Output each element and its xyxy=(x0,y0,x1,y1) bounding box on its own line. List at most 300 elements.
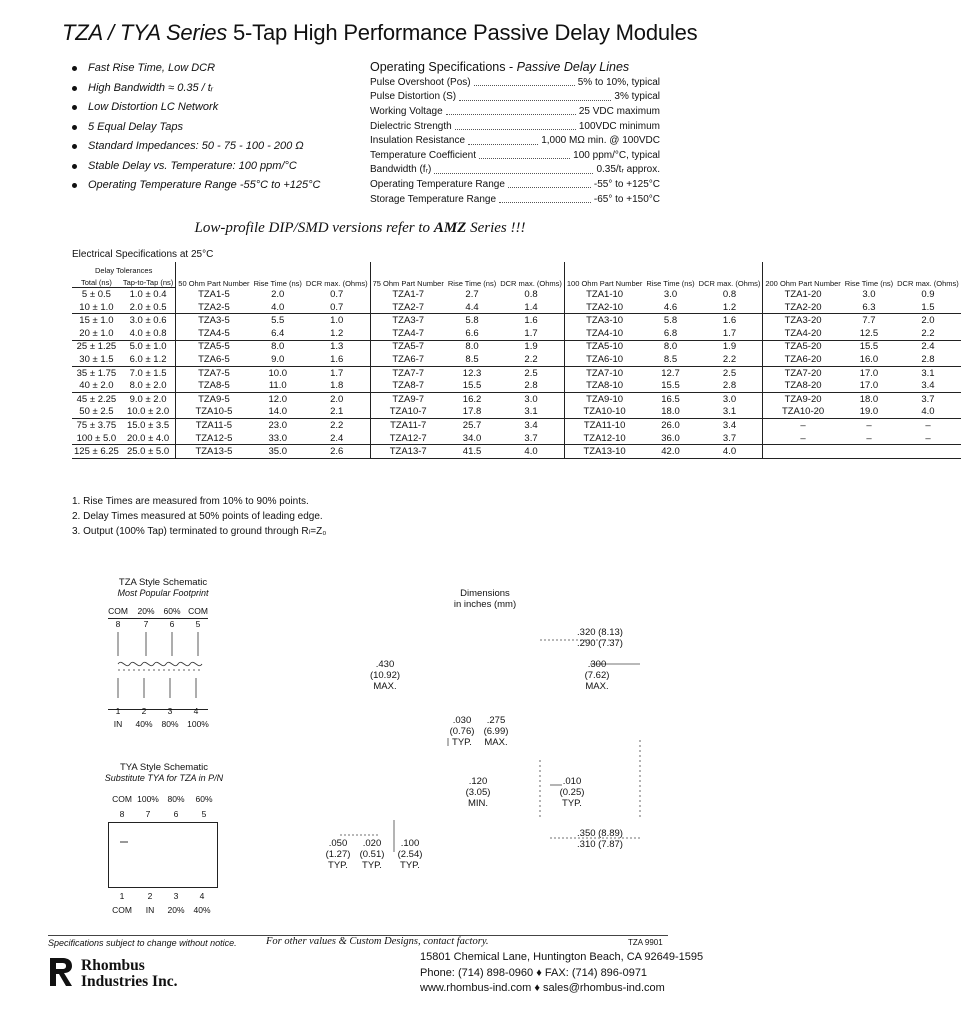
operating-specs-title: Operating Specifications - Passive Delay Lines xyxy=(370,60,630,74)
table-cell: 1.7 xyxy=(498,327,564,340)
table-cell: TZA5-10 xyxy=(564,340,644,353)
table-cell: 3.4 xyxy=(524,419,538,431)
table-cell: 10.0 xyxy=(268,367,287,379)
bullet-icon xyxy=(72,125,77,130)
table-cell: TZA10-20 xyxy=(763,406,843,419)
table-cell: 17.8 xyxy=(446,406,498,419)
table-row xyxy=(72,419,961,432)
table-cell: 2.0 xyxy=(330,393,344,405)
feature-item: 5 Equal Delay Taps xyxy=(72,121,321,141)
table-cell: TZA1-10 xyxy=(564,288,644,301)
table-cell: 17.0 xyxy=(843,379,895,392)
spec-change-note: Specifications subject to change without notice. xyxy=(48,938,237,948)
table-cell: 6.4 xyxy=(252,327,304,340)
table-cell: 1.6 xyxy=(722,315,737,327)
table-cell: 6.0 ± 1.2 xyxy=(121,353,176,366)
table-row xyxy=(72,314,961,327)
table-cell: 2.5 xyxy=(722,367,737,379)
table-cell: – xyxy=(895,432,961,445)
web-email xyxy=(420,981,703,997)
dim-300: .300 (7.62) MAX. xyxy=(584,659,610,692)
table-cell: 3.4 xyxy=(895,379,961,392)
spec-value: -55° to +125°C xyxy=(593,178,660,190)
table-cell: 3.7 xyxy=(697,432,763,445)
table-cell: 4.0 xyxy=(697,445,763,459)
table-cell: 2.6 xyxy=(304,445,370,459)
table-cell: TZA12-7 xyxy=(370,432,446,445)
table-cell: TZA3-10 xyxy=(564,314,644,327)
table-cell: 11.0 xyxy=(252,379,304,392)
table-cell: TZA12-5 xyxy=(176,432,252,445)
operating-spec-row xyxy=(370,75,660,90)
table-cell: 36.0 xyxy=(644,432,696,445)
table-cell: 1.0 ± 0.4 xyxy=(129,288,167,300)
spec-value: 100VDC minimum xyxy=(578,120,660,132)
note-item: 3. Output (100% Tap) terminated to ground through Rₗ=Z₀ xyxy=(72,526,327,537)
table-cell: 5 ± 0.5 xyxy=(81,288,111,300)
table-cell: 15 ± 1.0 xyxy=(79,315,114,327)
table-cell: TZA13-10 xyxy=(564,445,644,459)
table-row xyxy=(72,392,961,405)
table-cell: 3.1 xyxy=(921,367,935,379)
dim-020: .020 (0.51) TYP. xyxy=(359,838,385,871)
company-name: Rhombus Industries Inc. xyxy=(81,957,178,990)
column-header: 200 Ohm Part Number xyxy=(763,262,843,288)
table-cell: TZA4-5 xyxy=(176,327,252,340)
spec-value: 0.35/tᵣ approx. xyxy=(596,164,660,176)
column-header: Total (ns) xyxy=(72,275,121,288)
bullet-icon xyxy=(72,66,77,71)
page-title xyxy=(62,20,697,46)
operating-spec-row xyxy=(370,192,660,207)
feature-item: Fast Rise Time, Low DCR xyxy=(72,62,321,82)
table-cell: 30 ± 1.5 xyxy=(72,353,121,366)
column-header: Rise Time (ns) xyxy=(253,278,302,288)
dim-275: .275 (6.99) MAX. xyxy=(483,715,509,748)
feature-list xyxy=(72,62,321,199)
table-row xyxy=(72,366,961,379)
table-cell: 1.4 xyxy=(498,301,564,314)
table-cell: 14.0 xyxy=(252,406,304,419)
table-cell: 4.0 ± 0.8 xyxy=(121,327,176,340)
contact-block xyxy=(420,950,703,997)
table-cell: 100 ± 5.0 xyxy=(72,432,121,445)
leader-dots xyxy=(474,78,575,86)
table-cell: 12.0 xyxy=(268,393,287,405)
table-cell: 3.7 xyxy=(498,432,564,445)
table-cell: TZA7-5 xyxy=(176,366,252,379)
spec-label: Dielectric Strength xyxy=(370,120,452,132)
table-cell: 8.5 xyxy=(446,353,498,366)
column-header: 50 Ohm Part Number xyxy=(176,262,252,288)
spec-value: 3% typical xyxy=(614,91,660,103)
table-cell xyxy=(763,445,843,459)
spec-label: Pulse Distortion (S) xyxy=(370,91,457,103)
table-cell: 35.0 xyxy=(252,445,304,459)
title-text: 5-Tap High Performance Passive Delay Modules xyxy=(227,20,698,45)
table-cell: 5.8 xyxy=(663,315,678,327)
spec-value: 5% to 10%, typical xyxy=(577,76,660,88)
table-cell: 15.5 xyxy=(644,379,696,392)
table-cell: TZA11-10 xyxy=(564,419,644,432)
table-cell: 1.3 xyxy=(330,341,344,353)
leader-dots xyxy=(455,122,576,130)
table-cell: 4.4 xyxy=(446,301,498,314)
table-cell: – xyxy=(866,419,872,431)
table-row xyxy=(72,445,961,459)
table-cell: TZA7-10 xyxy=(564,366,644,379)
table-cell: 16.2 xyxy=(462,393,482,405)
table-cell: TZA8-5 xyxy=(176,379,252,392)
table-cell: 3.0 xyxy=(862,288,876,300)
table-cell: 10.0 ± 2.0 xyxy=(121,406,176,419)
operating-spec-row xyxy=(370,163,660,178)
table-cell: 0.9 xyxy=(921,288,935,300)
column-header: 75 Ohm Part Number xyxy=(370,262,446,288)
dim-320: .320 (8.13) .290 (7.37) xyxy=(577,627,623,649)
table-cell: TZA9-10 xyxy=(564,392,644,405)
operating-specs-list xyxy=(370,75,660,206)
table-cell: 45 ± 2.25 xyxy=(76,393,117,405)
table-cell: 2.2 xyxy=(697,353,763,366)
table-cell xyxy=(895,445,961,459)
table-cell: 18.0 xyxy=(644,406,696,419)
spec-label: Storage Temperature Range xyxy=(370,193,497,205)
table-cell: 34.0 xyxy=(446,432,498,445)
leader-dots xyxy=(459,93,611,101)
table-cell: 41.5 xyxy=(446,445,498,459)
table-cell: 2.0 xyxy=(921,315,935,327)
table-cell: 4.6 xyxy=(644,301,696,314)
table-row xyxy=(72,353,961,366)
bullet-icon xyxy=(72,144,77,149)
table-cell: 1.0 xyxy=(330,315,344,327)
column-header: Rise Time (ns) xyxy=(844,278,894,288)
table-row xyxy=(72,288,961,301)
table-cell: 3.0 xyxy=(524,393,538,405)
table-cell: 35 ± 1.75 xyxy=(76,367,117,379)
table-cell: 25.7 xyxy=(462,419,482,431)
spec-label: Insulation Resistance xyxy=(370,135,466,147)
table-cell: 8.0 ± 2.0 xyxy=(121,379,176,392)
table-cell: 1.6 xyxy=(304,353,370,366)
dimensions-title: Dimensions in inches (mm) xyxy=(453,588,517,610)
column-header: Rise Time (ns) xyxy=(646,278,695,288)
leader-dots xyxy=(446,107,576,115)
table-cell: 50 ± 2.5 xyxy=(72,406,121,419)
table-cell: TZA9-5 xyxy=(176,392,252,405)
table-cell: 0.8 xyxy=(524,288,538,300)
spec-label: Pulse Overshoot (Pos) xyxy=(370,76,471,88)
table-cell: 2.7 xyxy=(465,288,479,300)
table-cell: 1.9 xyxy=(524,341,538,353)
table-cell: 1.2 xyxy=(304,327,370,340)
bullet-icon xyxy=(72,86,77,91)
column-header: DCR max. (Ohms) xyxy=(698,278,761,288)
table-cell: TZA2-7 xyxy=(370,301,446,314)
table-cell: 3.1 xyxy=(697,406,763,419)
table-cell: 8.0 xyxy=(271,341,285,353)
table-cell: 3.0 xyxy=(663,288,678,300)
table-cell: 2.0 xyxy=(271,288,285,300)
notes xyxy=(72,494,326,539)
table-row xyxy=(72,379,961,392)
table-cell: TZA7-7 xyxy=(370,366,446,379)
table-cell: 5.5 xyxy=(271,315,285,327)
dim-350: .350 (8.89) .310 (7.87) xyxy=(577,828,623,850)
operating-spec-row xyxy=(370,104,660,119)
table-cell: 2.2 xyxy=(895,327,961,340)
column-header: DCR max. (Ohms) xyxy=(500,278,562,288)
delay-tolerances-header: Delay Tolerances xyxy=(94,265,153,275)
spec-value: 1,000 MΩ min. @ 100VDC xyxy=(541,135,660,147)
bullet-icon xyxy=(72,164,77,169)
table-cell: TZA4-7 xyxy=(370,327,446,340)
table-cell: 75 ± 3.75 xyxy=(76,419,117,431)
spec-label: Working Voltage xyxy=(370,105,443,117)
table-cell: TZA13-7 xyxy=(370,445,446,459)
table-cell: TZA8-20 xyxy=(763,379,843,392)
table-cell: TZA6-5 xyxy=(176,353,252,366)
table-cell: 2.4 xyxy=(921,341,935,353)
dim-100: .100 (2.54) TYP. xyxy=(397,838,423,871)
table-cell: 18.0 xyxy=(859,393,879,405)
table-cell: 20.0 ± 4.0 xyxy=(121,432,176,445)
column-header: Rise Time (ns) xyxy=(447,278,497,288)
table-cell: 33.0 xyxy=(252,432,304,445)
table-cell: TZA3-7 xyxy=(370,314,446,327)
table-cell: 16.5 xyxy=(661,393,680,405)
table-cell: TZA8-7 xyxy=(370,379,446,392)
feature-item: Low Distortion LC Network xyxy=(72,101,321,121)
table-cell: – xyxy=(843,432,895,445)
table-cell: TZA1-5 xyxy=(176,288,252,301)
leader-dots xyxy=(508,180,591,188)
tza-schematic-heading: TZA Style Schematic Most Popular Footprint xyxy=(117,577,209,598)
table-cell: – xyxy=(763,432,843,445)
table-cell: 1.6 xyxy=(524,315,538,327)
table-cell: 6.3 xyxy=(843,301,895,314)
table-cell: 1.2 xyxy=(697,301,763,314)
table-cell: TZA10-5 xyxy=(176,406,252,419)
table-cell: 12.3 xyxy=(462,367,482,379)
table-cell: 6.8 xyxy=(644,327,696,340)
note-item: 1. Rise Times are measured from 10% to 90% points. xyxy=(72,496,309,507)
document-code: TZA 9901 xyxy=(628,938,663,947)
operating-spec-row xyxy=(370,119,660,134)
leader-dots xyxy=(479,151,570,159)
table-cell: 3.1 xyxy=(498,406,564,419)
table-cell: TZA4-10 xyxy=(564,327,644,340)
table-cell: 7.7 xyxy=(862,315,876,327)
table-cell: TZA4-20 xyxy=(763,327,843,340)
table-cell: 2.4 xyxy=(304,432,370,445)
amz-banner: Low-profile DIP/SMD versions refer to AMZ Series !!! xyxy=(194,220,526,236)
table-cell: 4.0 xyxy=(895,406,961,419)
table-cell: 8.0 xyxy=(465,341,479,353)
custom-design-note: For other values & Custom Designs, contact factory. xyxy=(266,936,489,947)
dim-030: .030 (0.76) TYP. xyxy=(449,715,475,748)
table-row xyxy=(72,432,961,445)
diamond-icon: ♦ xyxy=(536,966,542,979)
table-cell: 7.0 ± 1.5 xyxy=(129,367,167,379)
table-cell: 19.0 xyxy=(843,406,895,419)
table-cell: 2.8 xyxy=(697,379,763,392)
bullet-icon xyxy=(72,105,77,110)
table-cell: 15.0 ± 3.5 xyxy=(126,419,170,431)
table-cell: 12.5 xyxy=(843,327,895,340)
table-cell: 2.2 xyxy=(330,419,344,431)
table-cell: TZA2-5 xyxy=(176,301,252,314)
table-cell: 25.0 ± 5.0 xyxy=(121,445,176,459)
table-cell: TZA11-5 xyxy=(176,419,252,432)
table-cell: 15.5 xyxy=(446,379,498,392)
table-cell: 2.8 xyxy=(498,379,564,392)
feature-item: Operating Temperature Range -55°C to +125°C xyxy=(72,179,321,199)
table-cell: TZA6-7 xyxy=(370,353,446,366)
table-cell: TZA1-7 xyxy=(370,288,446,301)
dim-050: .050 (1.27) TYP. xyxy=(325,838,351,871)
note-item: 2. Delay Times measured at 50% points of leading edge. xyxy=(72,511,323,522)
table-cell: 20 ± 1.0 xyxy=(72,327,121,340)
table-cell: TZA9-20 xyxy=(763,392,843,405)
diamond-icon: ♦ xyxy=(534,982,540,994)
table-cell: 6.6 xyxy=(446,327,498,340)
column-header: DCR max. (Ohms) xyxy=(305,278,368,288)
table-cell: TZA2-20 xyxy=(763,301,843,314)
table-cell: 25 ± 1.25 xyxy=(76,341,117,353)
table-cell: 9.0 ± 2.0 xyxy=(129,393,167,405)
table-cell: 2.0 ± 0.5 xyxy=(121,301,176,314)
feature-item: Standard Impedances: 50 - 75 - 100 - 200 Ω xyxy=(72,140,321,160)
table-cell: 2.2 xyxy=(498,353,564,366)
operating-spec-row xyxy=(370,177,660,192)
table-cell: TZA12-10 xyxy=(564,432,644,445)
table-cell: TZA5-20 xyxy=(763,340,843,353)
table-cell: TZA5-5 xyxy=(176,340,252,353)
table-cell: 15.5 xyxy=(859,341,879,353)
table-cell: 5.0 ± 1.0 xyxy=(129,341,167,353)
table-cell: 2.5 xyxy=(524,367,538,379)
feature-item: Stable Delay vs. Temperature: 100 ppm/°C xyxy=(72,160,321,180)
column-header: DCR max. (Ohms) xyxy=(897,278,959,288)
operating-spec-row xyxy=(370,133,660,148)
table-cell: 3.0 ± 0.6 xyxy=(129,315,167,327)
table-cell: 23.0 xyxy=(268,419,287,431)
electrical-specs-table xyxy=(72,262,961,459)
table-cell: 17.0 xyxy=(859,367,879,379)
table-cell: 0.7 xyxy=(330,288,344,300)
feature-item: High Bandwidth ≈ 0.35 / tᵣ xyxy=(72,82,321,102)
leader-dots xyxy=(499,195,591,203)
table-cell: – xyxy=(925,419,931,431)
fax-number: (714) 896-0971 xyxy=(571,966,648,979)
table-cell: 3.7 xyxy=(921,393,935,405)
dim-120: .120 (3.05) MIN. xyxy=(465,776,491,809)
operating-spec-row xyxy=(370,148,660,163)
table-row xyxy=(72,406,961,419)
website-link[interactable]: www.rhombus-ind.com xyxy=(420,982,532,994)
table-cell: 1.9 xyxy=(722,341,737,353)
table-cell: TZA13-5 xyxy=(176,445,252,459)
table-row xyxy=(72,327,961,340)
column-header: 100 Ohm Part Number xyxy=(564,262,644,288)
table-cell: TZA7-20 xyxy=(763,366,843,379)
table-cell: 8.5 xyxy=(644,353,696,366)
series-name: TZA / TYA Series xyxy=(62,20,228,45)
table-cell: 3.4 xyxy=(722,419,737,431)
address: 15801 Chemical Lane, Huntington Beach, CA 92649-1595 xyxy=(420,951,704,963)
table-cell: 5.8 xyxy=(465,315,479,327)
table-cell: 12.7 xyxy=(661,367,680,379)
table-cell: 4.0 xyxy=(498,445,564,459)
table-cell: 1.7 xyxy=(330,367,344,379)
table-cell xyxy=(843,445,895,459)
table-cell: 10 ± 1.0 xyxy=(72,301,121,314)
table-row xyxy=(72,301,961,314)
rhombus-logo-icon xyxy=(48,954,74,990)
table-cell: TZA6-20 xyxy=(763,353,843,366)
table-cell: 16.0 xyxy=(843,353,895,366)
table-row xyxy=(72,340,961,353)
table-cell: 0.7 xyxy=(304,301,370,314)
spec-label: Temperature Coefficient xyxy=(370,149,476,161)
table-cell: 26.0 xyxy=(661,419,680,431)
table-cell: 42.0 xyxy=(644,445,696,459)
spec-value: 25 VDC maximum xyxy=(578,105,660,117)
table-cell: TZA3-20 xyxy=(763,314,843,327)
table-cell: TZA10-10 xyxy=(564,406,644,419)
phone-fax: Phone: (714) 898-0960 ♦ FAX: (714) 896-0971 xyxy=(420,966,648,979)
table-cell: TZA1-20 xyxy=(763,288,843,301)
tya-schematic: COM 100% 80% 60% 8 7 6 5 1 2 3 4 COM IN 20% 40% xyxy=(104,794,220,922)
electrical-specs-title: Electrical Specifications at 25°C xyxy=(72,249,214,260)
spec-value: 100 ppm/°C, typical xyxy=(573,149,660,161)
spec-label: Operating Temperature Range xyxy=(370,178,505,190)
table-cell: 1.8 xyxy=(304,379,370,392)
dim-010: .010 (0.25) TYP. xyxy=(559,776,585,809)
table-cell: TZA3-5 xyxy=(176,314,252,327)
table-cell: TZA8-10 xyxy=(564,379,644,392)
email-link[interactable]: sales@rhombus-ind.com xyxy=(543,982,665,994)
operating-spec-row xyxy=(370,90,660,105)
table-cell: 40 ± 2.0 xyxy=(72,379,121,392)
tya-schematic-heading: TYA Style Schematic Substitute TYA for TZA in P/N xyxy=(104,762,224,783)
table-cell: TZA10-7 xyxy=(370,406,446,419)
table-cell: 2.8 xyxy=(895,353,961,366)
table-cell: TZA9-7 xyxy=(370,392,446,405)
leader-dots xyxy=(468,137,538,145)
table-cell: 1.5 xyxy=(895,301,961,314)
spec-value: -65° to +150°C xyxy=(593,193,660,205)
dim-430: .430 (10.92) MAX. xyxy=(369,659,401,692)
spec-label: Bandwidth (fᵣ) xyxy=(370,164,432,176)
table-cell: 8.0 xyxy=(663,341,678,353)
table-cell: 4.0 xyxy=(252,301,304,314)
table-cell: TZA6-10 xyxy=(564,353,644,366)
table-cell: 9.0 xyxy=(252,353,304,366)
leader-dots xyxy=(434,166,593,174)
table-cell: 3.0 xyxy=(722,393,737,405)
bullet-icon xyxy=(72,183,77,188)
column-header: Tap-to-Tap (ns) xyxy=(121,275,176,288)
table-cell: TZA5-7 xyxy=(370,340,446,353)
table-cell: 1.7 xyxy=(697,327,763,340)
table-cell: – xyxy=(763,419,843,432)
phone-number: (714) 898-0960 xyxy=(457,966,534,979)
table-cell: 125 ± 6.25 xyxy=(74,446,119,458)
tza-schematic: COM 20% 60% COM 8 7 6 5 1 2 3 4 IN 40% 80% 100% xyxy=(104,606,216,734)
